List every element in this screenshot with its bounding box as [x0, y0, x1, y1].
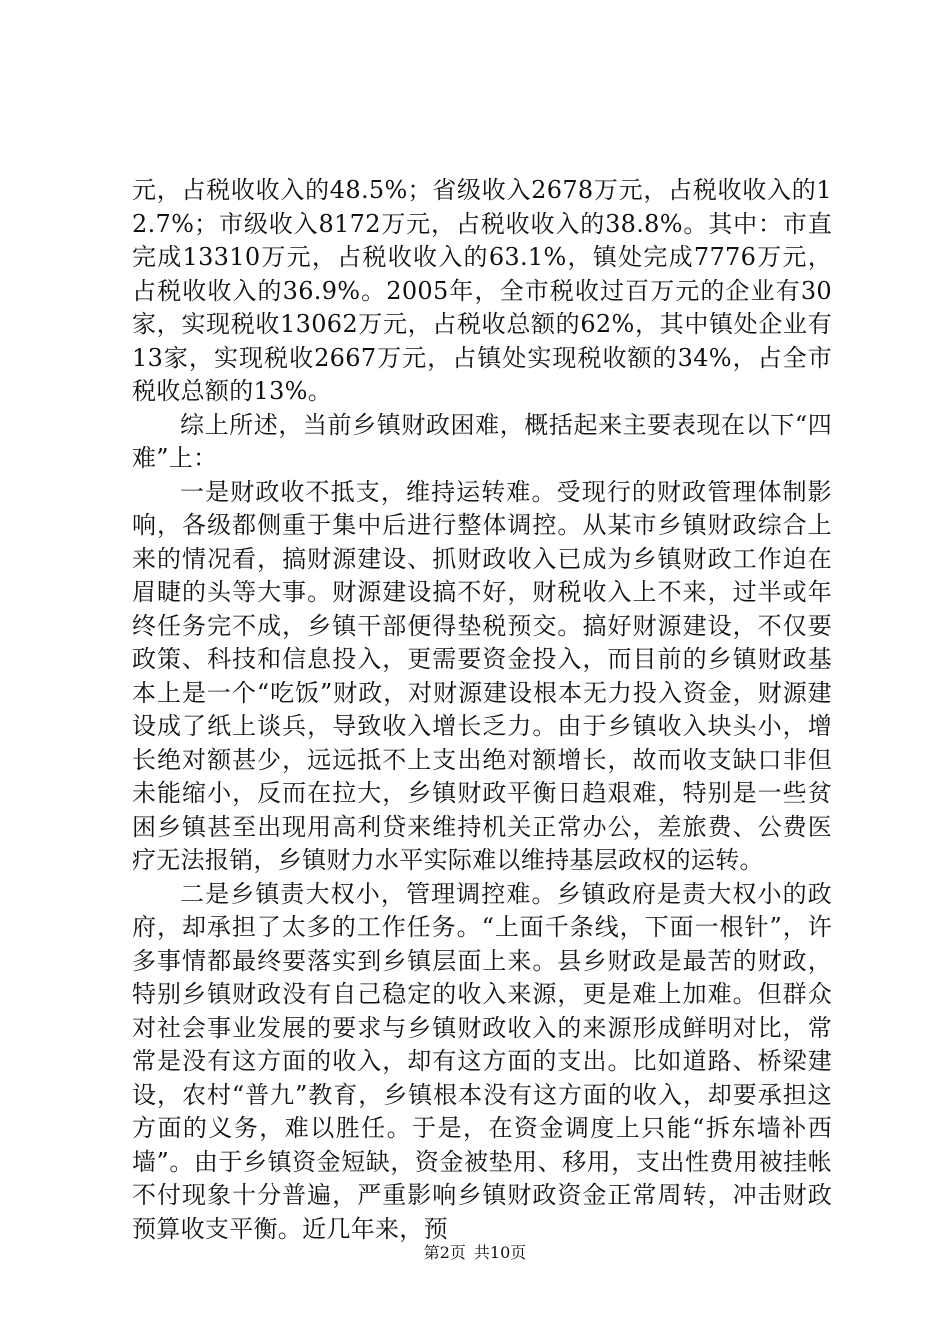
document-body: [132, 174, 832, 1246]
paragraph-3: 一是财政收不抵支，维持运转难。受现行的财政管理体制影响，各级都侧重于集中后进行整体调控。从某市乡镇财政综合上来的情况看，搞财源建设、抓财政收入已成为乡镇财政工作迫在眉睫的头等大事。财源建设搞不好，财税收入上不来，过半或年终任务完不成，乡镇干部便得垫税预交。搞好财源建设，不仅要政策、科技和信息投入，更需要资金投入，而目前的乡镇财政基本上是一个“吃饭”财政，对财源建设根本无力投入资金，财源建设成了纸上谈兵，导致收入增长乏力。由于乡镇收入块头小，增长绝对额甚少，远远抵不上支出绝对额增长，故而收支缺口非但未能缩小，反而在拉大，乡镇财政平衡日趋艰难，特别是一些贫困乡镇甚至出现用高利贷来维持机关正常办公，差旅费、公费医疗无法报销，乡镇财力水平实际难以维持基层政权的运转。: [132, 477, 832, 874]
page-number: 第2页: [423, 1243, 466, 1262]
page-footer: [0, 1243, 950, 1263]
paragraph-2: 综上所述，当前乡镇财政困难，概括起来主要表现在以下“四难”上：: [132, 410, 832, 472]
page-total: 共10页: [473, 1243, 527, 1262]
paragraph-1: 元，占税收收入的48.5%；省级收入2678万元，占税收收入的12.7%；市级收入8172万元，占税收收入的38.8%。其中：市直完成13310万元，占税收收入的63.1%，镇处完成7776万元，占税收收入的36.9%。2005年，全市税收过百万元的企业有30家，实现税收13062万元，占税收总额的62%，其中镇处企业有13家，实现税收2667万元，占镇处实现税收额的34%，占全市税收总额的13%。: [132, 176, 832, 405]
paragraph-4: 二是乡镇责大权小，管理调控难。乡镇政府是责大权小的政府，却承担了太多的工作任务。“上面千条线，下面一根针”，许多事情都最终要落实到乡镇层面上来。县乡财政是最苦的财政，特别乡镇财政没有自己稳定的收入来源，更是难上加难。但群众对社会事业发展的要求与乡镇财政收入的来源形成鲜明对比，常常是没有这方面的收入，却有这方面的支出。比如道路、桥梁建设，农村“普九”教育，乡镇根本没有这方面的收入，却要承担这方面的义务，难以胜任。于是，在资金调度上只能“拆东墙补西墙”。由于乡镇资金短缺，资金被垫用、移用，支出性费用被挂帐不付现象十分普遍，严重影响乡镇财政资金正常周转，冲击财政预算收支平衡。近几年来，预: [132, 879, 832, 1243]
